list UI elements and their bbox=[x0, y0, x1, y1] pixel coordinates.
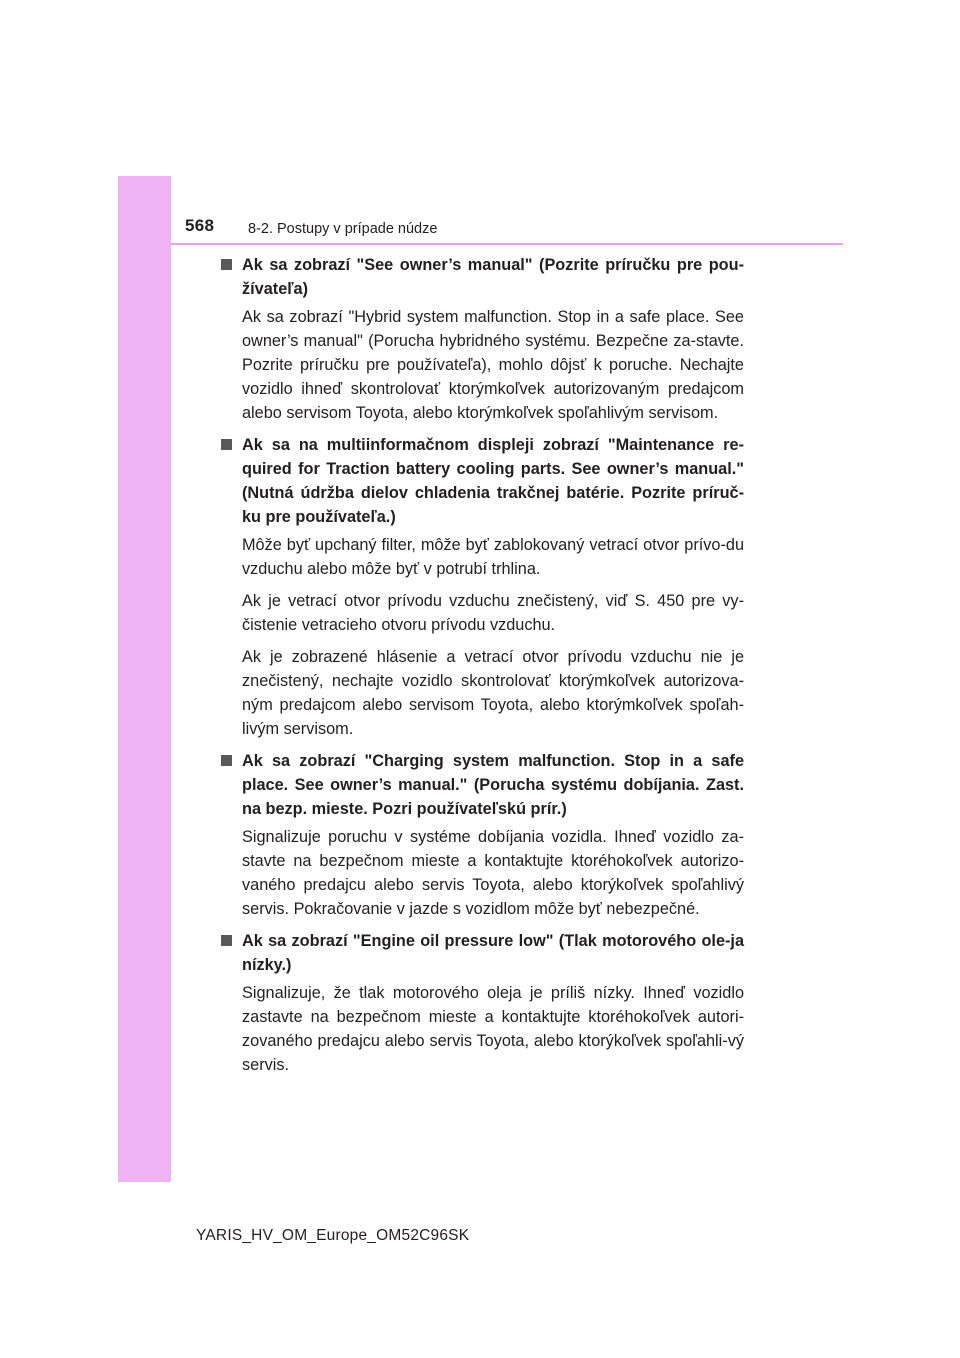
message-section-oil-pressure bbox=[218, 929, 744, 1077]
chapter-side-band bbox=[118, 176, 171, 1182]
section-paragraph: Ak sa zobrazí "Hybrid system malfunction. Stop in a safe place. See owner’s manual" (Porucha hybridného systému. Bezpečne za-stavte. Pozrite príručku pre používateľa), mohlo dôjsť k poruche. Nechajte vozidlo ihneď skontrolovať ktorýmkoľvek autorizovaným predajcom alebo servisom Toyota, alebo ktorýmkoľvek spoľahlivým servisom. bbox=[242, 308, 744, 422]
message-section-charging-system bbox=[218, 749, 744, 921]
section-paragraph: Môže byť upchaný filter, môže byť zablokovaný vetrací otvor prívo-du vzduchu alebo môže byť v potrubí trhlina. bbox=[242, 536, 744, 578]
section-heading-text: Ak sa zobrazí "Charging system malfunction. Stop in a safe place. See owner’s manual." (Porucha systému dobíjania. Zast. na bezp. mieste. Pozri používateľskú prír.) bbox=[242, 752, 744, 818]
section-heading-text: Ak sa na multiinformačnom displeji zobrazí "Maintenance re-quired for Traction battery cooling parts. See owner’s manual." (Nutná údržba dielov chladenia trakčnej batérie. Pozrite príruč-ku pre používateľa.) bbox=[242, 436, 744, 526]
section-heading bbox=[218, 253, 744, 301]
section-paragraph: Ak je zobrazené hlásenie a vetrací otvor prívodu vzduchu nie je znečistený, nechajte vozidlo skontrolovať ktorýmkoľvek autorizova-ným predajcom alebo servisom Toyota, alebo ktorýmkoľvek spoľah-livým servisom. bbox=[242, 648, 744, 738]
document-id-footer: YARIS_HV_OM_Europe_OM52C96SK bbox=[196, 1227, 470, 1244]
square-bullet-icon bbox=[221, 755, 232, 766]
message-section-owners-manual bbox=[218, 253, 744, 425]
section-title: 8-2. Postupy v prípade núdze bbox=[248, 221, 438, 237]
square-bullet-icon bbox=[221, 439, 232, 450]
page-content bbox=[218, 253, 744, 1085]
header-divider bbox=[171, 243, 843, 245]
section-paragraph: Ak je vetrací otvor prívodu vzduchu znečistený, viď S. 450 pre vy-čistenie vetracieho otvoru prívodu vzduchu. bbox=[242, 592, 744, 634]
square-bullet-icon bbox=[221, 259, 232, 270]
section-heading bbox=[218, 749, 744, 821]
section-heading bbox=[218, 929, 744, 977]
section-heading-text: Ak sa zobrazí "See owner’s manual" (Pozrite príručku pre pou-žívateľa) bbox=[242, 256, 744, 298]
message-section-battery-cooling bbox=[218, 433, 744, 741]
section-heading bbox=[218, 433, 744, 529]
section-paragraph: Signalizuje, že tlak motorového oleja je príliš nízky. Ihneď vozidlo zastavte na bezpečnom mieste a kontaktujte ktoréhokoľvek autori-zovaného predajcu alebo servis Toyota, alebo ktorýkoľvek spoľahli-vý servis. bbox=[242, 984, 744, 1074]
square-bullet-icon bbox=[221, 935, 232, 946]
section-heading-text: Ak sa zobrazí "Engine oil pressure low" (Tlak motorového ole-ja nízky.) bbox=[242, 932, 744, 974]
section-paragraph: Signalizuje poruchu v systéme dobíjania vozidla. Ihneď vozidlo za-stavte na bezpečnom mieste a kontaktujte ktoréhokoľvek autorizo-vaného predajcu alebo servis Toyota, alebo ktorýkoľvek spoľahlivý servis. Pokračovanie v jazde s vozidlom môže byť nebezpečné. bbox=[242, 828, 744, 918]
page-number: 568 bbox=[185, 216, 215, 235]
